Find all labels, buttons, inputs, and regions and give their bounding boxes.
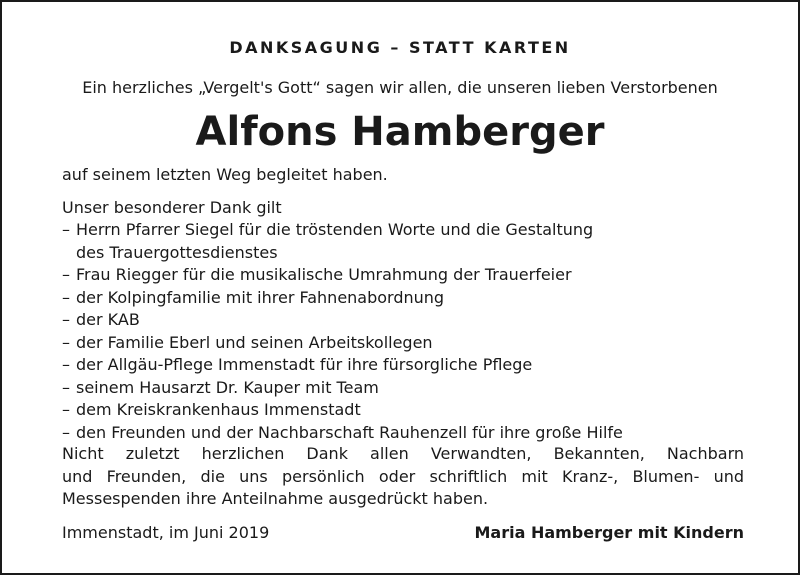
list-dash: – bbox=[62, 265, 70, 284]
thanks-list-item-text: seinem Hausarzt Dr. Kauper mit Team bbox=[76, 377, 379, 397]
thanks-list-item bbox=[62, 219, 744, 242]
notice-heading: DANKSAGUNG – STATT KARTEN bbox=[229, 38, 571, 57]
deceased-name: Alfons Hamberger bbox=[195, 109, 605, 155]
thanks-list-item bbox=[62, 377, 744, 400]
spacer bbox=[62, 187, 744, 197]
notice-body bbox=[62, 164, 744, 444]
thanks-list-item bbox=[62, 399, 744, 422]
list-dash: – bbox=[62, 422, 70, 442]
thanks-list-item-text: der KAB bbox=[76, 310, 140, 329]
thanks-list-item bbox=[62, 332, 744, 355]
list-dash: – bbox=[62, 377, 70, 397]
list-dash: – bbox=[62, 287, 70, 307]
notice-footer bbox=[62, 522, 744, 544]
thanks-intro: Unser besonderer Dank gilt bbox=[62, 197, 282, 217]
signature: Maria Hamberger mit Kindern bbox=[474, 523, 744, 542]
thanks-list-item bbox=[62, 264, 744, 287]
thanks-list-item bbox=[62, 309, 744, 332]
thanks-list-item-continuation: des Trauergottesdienstes bbox=[76, 242, 278, 262]
thanks-list-item-text: der Allgäu-Pflege Immenstadt für ihre fürsorgliche Pflege bbox=[76, 355, 533, 374]
closing-line: Messespenden ihre Anteilnahme ausgedrückt haben. bbox=[62, 489, 489, 508]
closing-paragraph bbox=[62, 443, 744, 511]
closing-line: und Freunden, die uns persönlich oder schriftlich mit Kranz-, Blumen- und bbox=[62, 466, 744, 486]
thanks-list-item-text: der Familie Eberl und seinen Arbeitskollegen bbox=[76, 332, 433, 352]
place-date: Immenstadt, im Juni 2019 bbox=[62, 523, 270, 542]
list-dash: – bbox=[62, 332, 70, 352]
thanks-list-item-text: der Kolpingfamilie mit ihrer Fahnenabordnung bbox=[76, 287, 445, 307]
thanks-list-item-text: Frau Riegger für die musikalische Umrahmung der Trauerfeier bbox=[76, 265, 572, 284]
closing-line: Nicht zuletzt herzlichen Dank allen Verwandten, Bekannten, Nachbarn bbox=[62, 444, 744, 463]
thanks-list-item-text: dem Kreiskrankenhaus Immenstadt bbox=[76, 400, 361, 419]
intro-text: Ein herzliches „Vergelt's Gott“ sagen wir allen, die unseren lieben Verstorbenen bbox=[82, 78, 718, 97]
thanks-list-item bbox=[62, 354, 744, 377]
thanks-list-item bbox=[62, 422, 744, 445]
thanks-list-item bbox=[62, 287, 744, 310]
thanks-list-item-text: Herrn Pfarrer Siegel für die tröstenden Worte und die Gestaltung bbox=[76, 220, 594, 239]
list-dash: – bbox=[62, 355, 70, 374]
thanks-list bbox=[62, 219, 744, 444]
thanks-list-item-text: den Freunden und der Nachbarschaft Rauhenzell für ihre große Hilfe bbox=[76, 422, 623, 442]
accompanied-text: auf seinem letzten Weg begleitet haben. bbox=[62, 165, 388, 184]
list-dash: – bbox=[62, 400, 70, 419]
list-dash: – bbox=[62, 220, 70, 239]
list-dash: – bbox=[62, 310, 70, 329]
